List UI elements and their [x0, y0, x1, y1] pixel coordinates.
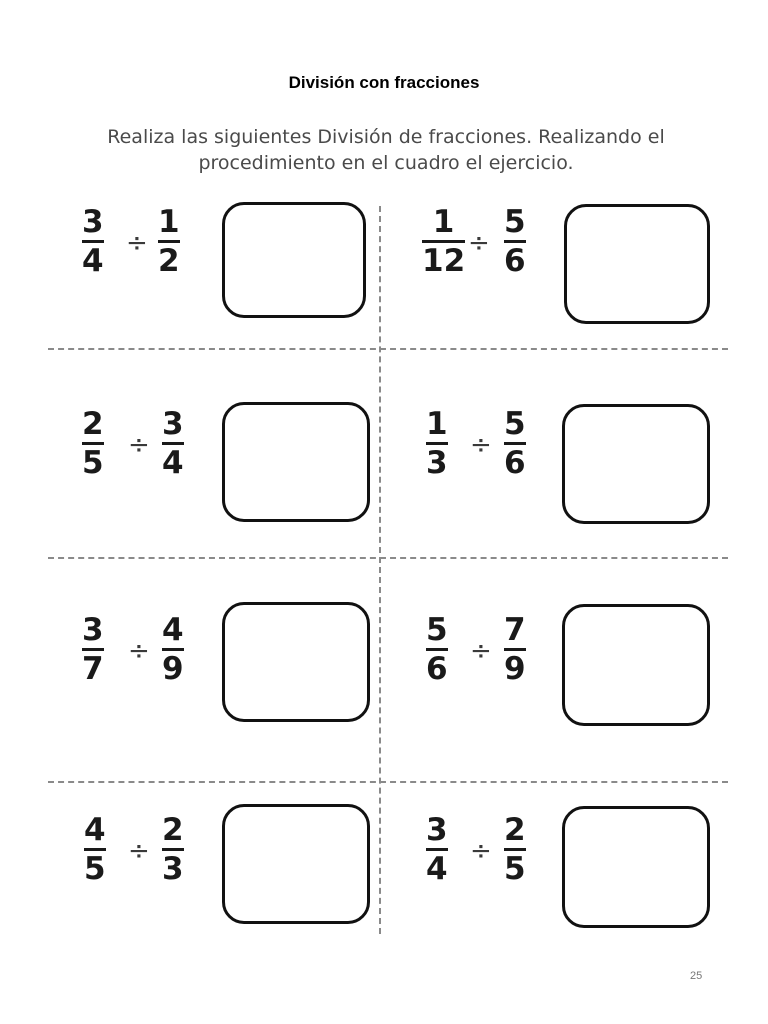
- division-sign: ÷: [126, 228, 148, 258]
- numerator: 2: [82, 406, 104, 442]
- exercise-grid: [42, 200, 728, 940]
- division-sign: ÷: [128, 836, 150, 866]
- exercise-5: [42, 602, 382, 752]
- numerator: 5: [426, 612, 448, 648]
- numerator: 2: [162, 812, 184, 848]
- numerator: 5: [504, 204, 526, 240]
- fraction-dividend: [82, 408, 104, 479]
- denominator: 3: [426, 445, 448, 481]
- answer-box[interactable]: [222, 602, 370, 722]
- denominator: 6: [504, 243, 526, 279]
- fraction-divisor: [504, 408, 526, 479]
- denominator: 9: [162, 651, 184, 687]
- fraction-dividend: [426, 408, 448, 479]
- numerator: 4: [162, 612, 184, 648]
- answer-box[interactable]: [562, 404, 710, 524]
- exercise-1: [42, 202, 382, 352]
- fraction-divisor: [162, 614, 184, 685]
- division-sign: ÷: [128, 430, 150, 460]
- fraction-dividend: [82, 614, 104, 685]
- denominator: 6: [504, 445, 526, 481]
- numerator: 4: [84, 812, 106, 848]
- answer-box[interactable]: [562, 604, 710, 726]
- numerator: 1: [158, 204, 180, 240]
- horizontal-dashed-divider-2: [48, 557, 728, 559]
- numerator: 2: [504, 812, 526, 848]
- denominator: 4: [426, 851, 448, 887]
- answer-box[interactable]: [222, 804, 370, 924]
- fraction-divisor: [158, 206, 180, 277]
- denominator: 6: [426, 651, 448, 687]
- answer-box[interactable]: [564, 204, 710, 324]
- fraction-divisor: [504, 614, 526, 685]
- exercise-6: [382, 602, 722, 752]
- numerator: 1: [432, 204, 455, 240]
- denominator: 3: [162, 851, 184, 887]
- horizontal-dashed-divider-3: [48, 781, 728, 783]
- fraction-divisor: [504, 814, 526, 885]
- exercise-4: [382, 402, 722, 552]
- page-number: 25: [690, 970, 703, 982]
- fraction-divisor: [162, 408, 184, 479]
- denominator: 9: [504, 651, 526, 687]
- exercise-3: [42, 402, 382, 552]
- answer-box[interactable]: [222, 202, 366, 318]
- division-sign: ÷: [468, 228, 490, 258]
- numerator: 3: [82, 204, 104, 240]
- denominator: 2: [158, 243, 180, 279]
- numerator: 1: [426, 406, 448, 442]
- numerator: 3: [162, 406, 184, 442]
- answer-box[interactable]: [222, 402, 370, 522]
- instructions-line-1: Realiza las siguientes División de fracciones. Realizando el: [107, 126, 665, 148]
- division-sign: ÷: [470, 636, 492, 666]
- exercise-8: [382, 804, 722, 954]
- fraction-divisor: [504, 206, 526, 277]
- denominator: 5: [82, 445, 104, 481]
- fraction-dividend: [422, 206, 465, 277]
- denominator: 4: [162, 445, 184, 481]
- fraction-dividend: [426, 614, 448, 685]
- denominator: 7: [82, 651, 104, 687]
- denominator: 5: [84, 851, 106, 887]
- fraction-dividend: [84, 814, 106, 885]
- fraction-dividend: [426, 814, 448, 885]
- division-sign: ÷: [470, 430, 492, 460]
- numerator: 5: [504, 406, 526, 442]
- denominator: 4: [82, 243, 104, 279]
- instructions-line-2: procedimiento en el cuadro el ejercicio.: [198, 152, 574, 174]
- fraction-divisor: [162, 814, 184, 885]
- division-sign: ÷: [128, 636, 150, 666]
- instructions-text: [60, 124, 712, 176]
- denominator: 5: [504, 851, 526, 887]
- page-title: División con fracciones: [288, 73, 480, 92]
- numerator: 3: [82, 612, 104, 648]
- denominator: 12: [422, 243, 466, 279]
- exercise-2: [382, 202, 722, 352]
- division-sign: ÷: [470, 836, 492, 866]
- exercise-7: [42, 804, 382, 954]
- numerator: 7: [504, 612, 526, 648]
- numerator: 3: [426, 812, 448, 848]
- fraction-dividend: [82, 206, 104, 277]
- answer-box[interactable]: [562, 806, 710, 928]
